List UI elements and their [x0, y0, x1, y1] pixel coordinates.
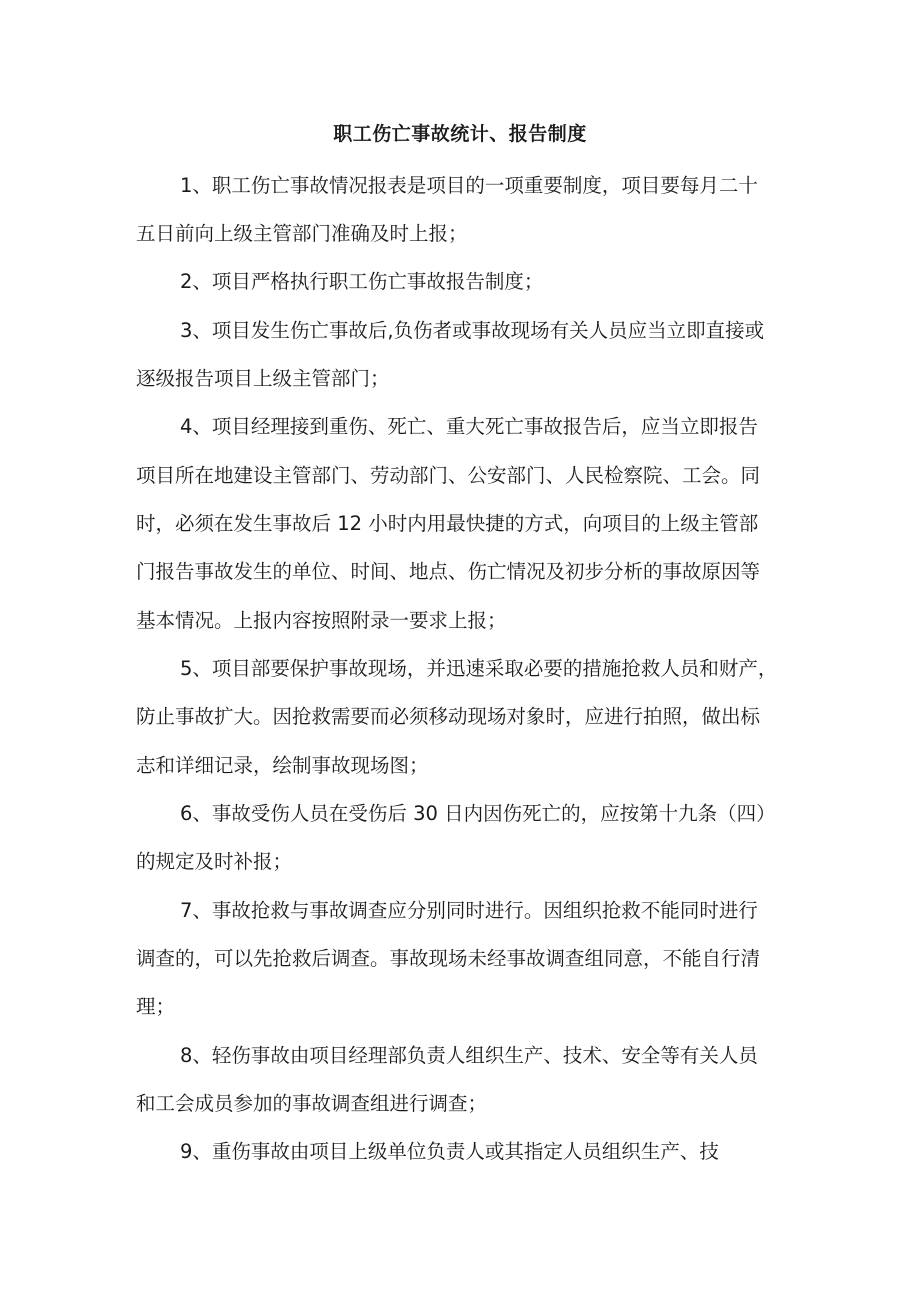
text-line: 基本情况。上报内容按照附录一要求上报； — [136, 609, 507, 632]
text-line: 7、事故抢救与事故调查应分别同时进行。因组织抢救不能同时进行 — [180, 899, 758, 922]
text-line: 3、项目发生伤亡事故后,负伤者或事故现场有关人员应当立即直接或 — [180, 319, 765, 342]
text-line: 5、项目部要保护事故现场，并迅速采取必要的措施抢救人员和财产， — [180, 657, 778, 680]
text-line: 9、重伤事故由项目上级单位负责人或其指定人员组织生产、技 — [180, 1140, 719, 1163]
document-title: 职工伤亡事故统计、报告制度 — [333, 123, 587, 145]
text-line: 五日前向上级主管部门准确及时上报； — [136, 222, 468, 245]
text-line: 理； — [136, 995, 176, 1018]
text-line: 时，必须在发生事故后 12 小时内用最快捷的方式，向项目的上级主管部 — [136, 512, 759, 535]
text-line: 逐级报告项目上级主管部门； — [136, 367, 390, 390]
text-line: 门报告事故发生的单位、时间、地点、伤亡情况及初步分析的事故原因等 — [136, 560, 761, 583]
text-line: 防止事故扩大。因抢救需要而必须移动现场对象时，应进行拍照，做出标 — [136, 705, 761, 728]
text-line: 8、轻伤事故由项目经理部负责人组织生产、技术、安全等有关人员 — [180, 1044, 758, 1067]
text-line: 和工会成员参加的事故调查组进行调查； — [136, 1092, 488, 1115]
text-line: 项目所在地建设主管部门、劳动部门、公安部门、人民检察院、工会。同 — [136, 464, 761, 487]
text-line: 志和详细记录，绘制事故现场图； — [136, 754, 429, 777]
text-line: 6、事故受伤人员在受伤后 30 日内因伤死亡的，应按第十九条（四） — [180, 802, 776, 825]
text-line: 4、项目经理接到重伤、死亡、重大死亡事故报告后，应当立即报告 — [180, 415, 758, 438]
text-line: 的规定及时补报； — [136, 850, 293, 873]
text-line: 调查的，可以先抢救后调查。事故现场未经事故调查组同意，不能自行清 — [136, 947, 761, 970]
text-line: 1、职工伤亡事故情况报表是项目的一项重要制度，项目要每月二十 — [180, 174, 758, 197]
text-line: 2、项目严格执行职工伤亡事故报告制度； — [180, 270, 544, 293]
